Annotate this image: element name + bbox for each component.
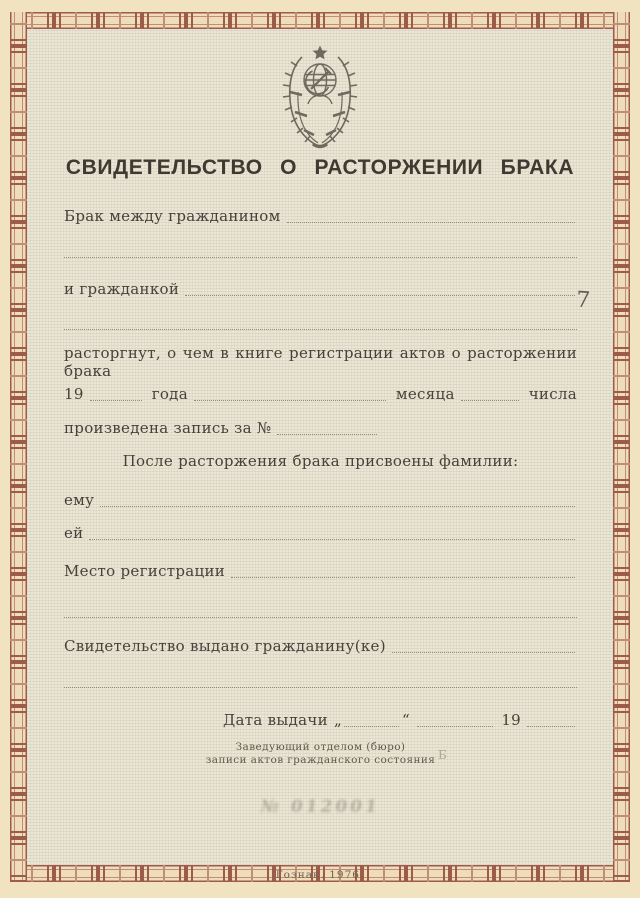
day-word: числа — [528, 385, 577, 403]
official-title-line2: записи актов гражданского состояния — [205, 754, 436, 766]
groom-blank-line — [287, 206, 575, 223]
field-record-number — [64, 416, 577, 438]
place-label: Место регистрации — [64, 562, 226, 580]
field-issued-to — [64, 634, 577, 656]
official-title-block — [64, 741, 577, 767]
field-surname-her — [64, 521, 577, 543]
registry-sentence: расторгнут, о чем в книге регистрации актов о расторжении брака — [64, 344, 577, 380]
continuation-line-2 — [64, 329, 577, 330]
field-bride — [64, 277, 577, 299]
her-blank-line — [89, 523, 575, 540]
bride-blank-line — [185, 279, 575, 296]
inner-paper — [27, 29, 613, 865]
place-blank-line — [231, 561, 575, 578]
surnames-heading: После расторжения брака присвоены фамилии: — [122, 452, 519, 470]
month-blank — [194, 384, 386, 401]
official-title-line1: Заведующий отделом (бюро) — [235, 741, 406, 753]
quote-open: „ — [333, 711, 343, 729]
certificate-title: СВИДЕТЕЛЬСТВО О РАСТОРЖЕНИИ БРАКА — [65, 156, 575, 179]
issue-day-blank — [344, 710, 399, 727]
emblem-container — [0, 44, 640, 150]
issue-date-label: Дата выдачи — [223, 711, 328, 729]
year-word: года — [151, 385, 188, 403]
groom-label: Брак между гражданином — [64, 207, 281, 225]
field-record-date — [64, 382, 577, 404]
field-groom — [64, 204, 577, 226]
stray-mark: Б — [438, 748, 447, 762]
handwritten-mark: 7 — [575, 287, 591, 314]
field-registration-place — [64, 559, 577, 581]
field-issue-date — [223, 708, 577, 730]
bride-label: и гражданкой — [64, 280, 180, 298]
record-label: произведена запись за № — [64, 419, 272, 437]
field-surname-him — [64, 488, 577, 510]
border-band-top — [10, 12, 630, 29]
month-word: месяца — [395, 385, 455, 403]
quote-close: “ — [402, 711, 410, 729]
him-blank-line — [100, 490, 575, 507]
ussr-coat-of-arms-icon — [273, 44, 367, 150]
her-label: ей — [64, 524, 84, 542]
issue-year-blank — [527, 710, 575, 727]
record-blank — [277, 418, 377, 435]
continuation-line-3 — [64, 617, 577, 618]
him-label: ему — [64, 491, 95, 509]
issue-month-blank — [417, 710, 493, 727]
day-blank — [461, 384, 519, 401]
serial-stamp: № 012001 — [258, 797, 382, 817]
year-blank — [90, 384, 142, 401]
printer-mark: Гознак. 1976. — [275, 869, 365, 881]
continuation-line-4 — [64, 687, 577, 688]
year-prefix: 19 — [64, 385, 84, 403]
issue-year-prefix: 19 — [501, 711, 521, 729]
continuation-line-1 — [64, 257, 577, 258]
issued-to-blank-line — [392, 636, 575, 653]
issued-to-label: Свидетельство выдано гражданину(ке) — [64, 637, 386, 655]
